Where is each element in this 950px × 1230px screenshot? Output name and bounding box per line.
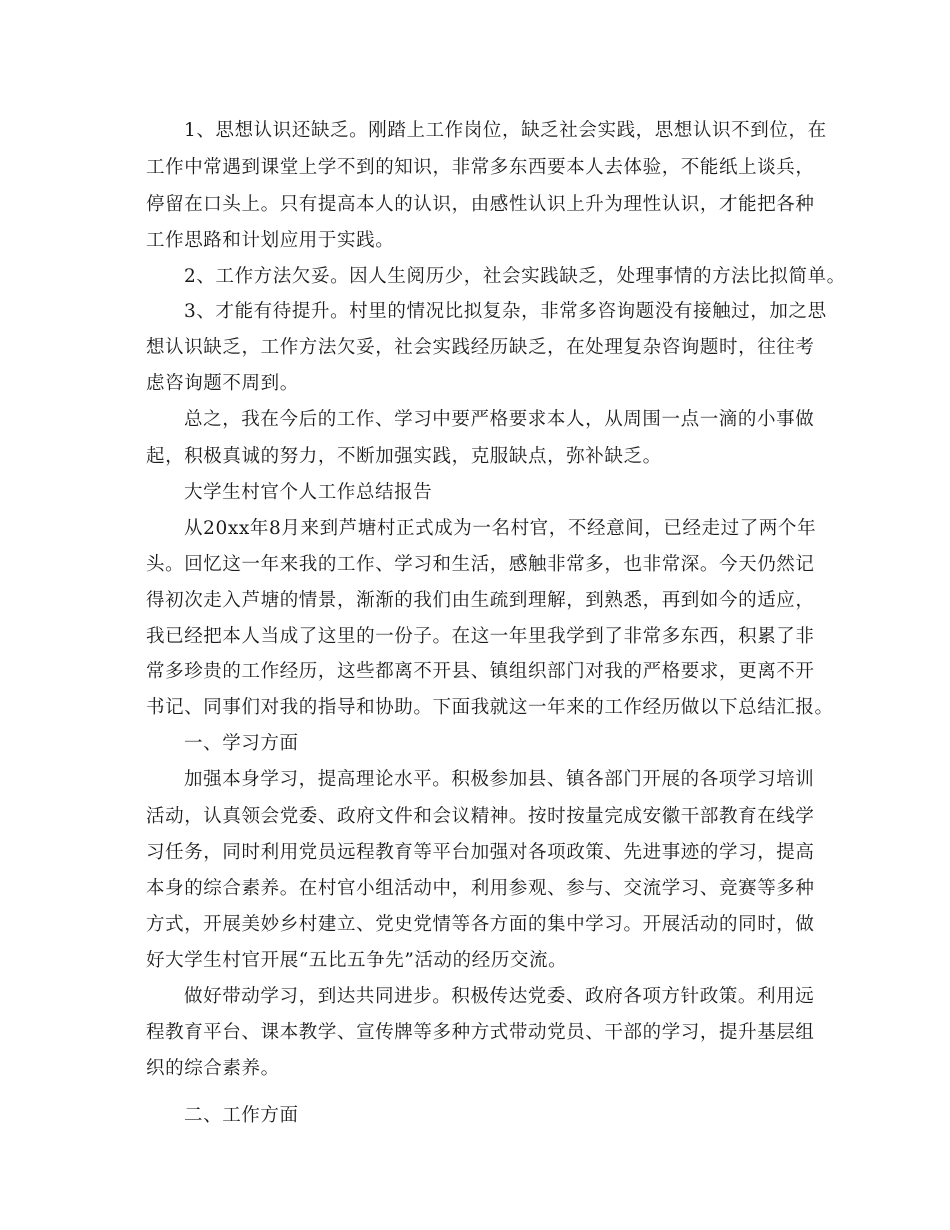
text-line: 停留在口头上。只有提高本人的认识，由感性认识上升为理性认识，才能把各种 — [146, 194, 815, 215]
text-line: 本身的综合素养。在村官小组活动中，利用参观、参与、交流学习、竞赛等多种 — [146, 878, 815, 899]
text-line: 书记、同事们对我的指导和协助。下面我就这一年来的工作经历做以下总结汇报。 — [146, 697, 834, 718]
text-line: 活动，认真领会党委、政府文件和会议精神。按时按量完成安徽干部教育在线学 — [146, 806, 815, 827]
text-line: 工作思路和计划应用于实践。 — [146, 230, 395, 251]
section-heading: 二、工作方面 — [184, 1105, 299, 1126]
text-line: 织的综合素养。 — [146, 1058, 280, 1079]
text-line: 常多珍贵的工作经历，这些都离不开县、镇组织部门对我的严格要求，更离不开 — [146, 661, 815, 682]
text-line: 加强本身学习，提高理论水平。积极参加县、镇各部门开展的各项学习培训 — [184, 769, 815, 790]
text-line: 工作中常遇到课堂上学不到的知识，非常多东西要本人去体验，不能纸上谈兵， — [146, 157, 815, 178]
text-line: 总之，我在今后的工作、学习中要严格要求本人，从周围一点一滴的小事做 — [184, 409, 815, 430]
text-line: 得初次走入芦塘的情景，渐渐的我们由生疏到理解，到熟悉，再到如今的适应， — [146, 590, 815, 611]
text-line: 想认识缺乏，工作方法欠妥，社会实践经历缺乏，在处理复杂咨询题时，往往考 — [146, 337, 815, 358]
text-line: 2、工作方法欠妥。因人生阅历少，社会实践缺乏，处理事情的方法比拟简单。 — [184, 266, 846, 287]
text-line: 做好带动学习，到达共同进步。积极传达党委、政府各项方针政策。利用远 — [184, 986, 815, 1007]
section-title: 大学生村官个人工作总结报告 — [184, 482, 433, 503]
text-line: 好大学生村官开展“五比五争先”活动的经历交流。 — [146, 950, 568, 971]
text-line: 从20xx年8月来到芦塘村正式成为一名村官，不经意间，已经走过了两个年 — [184, 518, 817, 539]
text-line: 起，积极真诚的努力，不断加强实践，克服缺点，弥补缺乏。 — [146, 446, 662, 467]
section-heading: 一、学习方面 — [184, 733, 299, 754]
text-line: 方式，开展美妙乡村建立、党史党情等各方面的集中学习。开展活动的同时，做 — [146, 914, 815, 935]
text-line: 我已经把本人当成了这里的一份子。在这一年里我学到了非常多东西，积累了非 — [146, 626, 815, 647]
text-line: 程教育平台、课本教学、宣传牌等多种方式带动党员、干部的学习，提升基层组 — [146, 1022, 815, 1043]
text-line: 1、思想认识还缺乏。刚踏上工作岗位，缺乏社会实践，思想认识不到位，在 — [184, 120, 827, 141]
text-line: 虑咨询题不周到。 — [146, 373, 299, 394]
text-line: 头。回忆这一年来我的工作、学习和生活，感触非常多，也非常深。今天仍然记 — [146, 554, 815, 575]
text-line: 3、才能有待提升。村里的情况比拟复杂，非常多咨询题没有接触过，加之思 — [184, 301, 827, 322]
text-line: 习任务，同时利用党员远程教育等平台加强对各项政策、先进事迹的学习，提高 — [146, 842, 815, 863]
